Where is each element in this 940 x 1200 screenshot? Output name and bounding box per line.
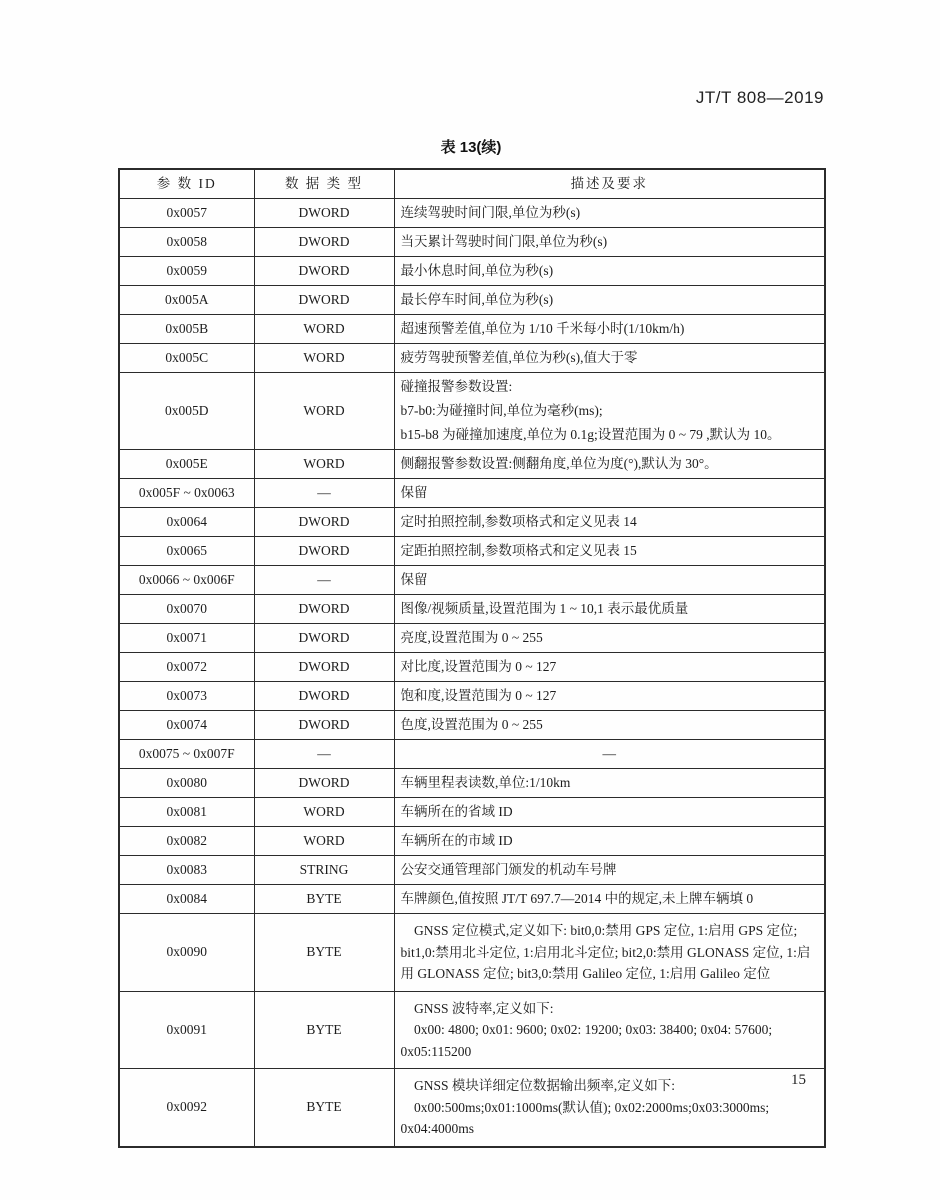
table-row (119, 885, 825, 914)
param-id-cell: 0x0064 (119, 508, 254, 537)
data-type-cell: — (254, 479, 394, 508)
description-line: 图像/视频质量,设置范围为 1 ~ 10,1 表示最优质量 (400, 601, 689, 616)
param-id-cell: 0x0073 (119, 682, 254, 711)
table-header-row (119, 169, 825, 199)
description-cell (394, 450, 825, 479)
table-row (119, 199, 825, 228)
description-line: 疲劳驾驶预警差值,单位为秒(s),值大于零 (400, 350, 638, 365)
description-cell (394, 885, 825, 914)
description-line: 车牌颜色,值按照 JT/T 697.7—2014 中的规定,未上牌车辆填 0 (400, 891, 754, 906)
description-line: 色度,设置范围为 0 ~ 255 (400, 717, 543, 732)
description-cell (394, 257, 825, 286)
description-cell (394, 740, 825, 769)
description-line: 公安交通管理部门颁发的机动车号牌 (400, 862, 617, 877)
description-cell (394, 991, 825, 1069)
data-type-cell: DWORD (254, 769, 394, 798)
description-line: 车辆所在的市域 ID (400, 833, 513, 848)
table-row (119, 769, 825, 798)
description-cell (394, 653, 825, 682)
description-line: GNSS 模块详细定位数据输出频率,定义如下: (414, 1078, 676, 1093)
data-type-cell: DWORD (254, 257, 394, 286)
param-id-cell: 0x0058 (119, 228, 254, 257)
data-type-cell: DWORD (254, 711, 394, 740)
param-id-cell: 0x0071 (119, 624, 254, 653)
table-row (119, 508, 825, 537)
description-cell (394, 566, 825, 595)
table-row (119, 682, 825, 711)
description-cell (394, 199, 825, 228)
document-code: JT/T 808—2019 (695, 88, 824, 107)
data-type-cell: WORD (254, 373, 394, 450)
param-id-cell: 0x0059 (119, 257, 254, 286)
column-header-param-id: 参 数 ID (119, 169, 254, 199)
description-line: GNSS 定位模式,定义如下: bit0,0:禁用 GPS 定位, 1:启用 GPS 定位; bit1,0:禁用北斗定位, 1:启用北斗定位; bit2,0:禁用 GLONASS 定位, 1:启用 GLONASS 定位; bit3,0:禁用 Galileo 定位, 1:启用 Galileo 定位 (400, 923, 811, 981)
description-line: b7-b0:为碰撞时间,单位为毫秒(ms); (400, 403, 603, 418)
description-cell (394, 682, 825, 711)
table-row (119, 624, 825, 653)
param-id-cell: 0x005D (119, 373, 254, 450)
table-row (119, 798, 825, 827)
description-cell (394, 508, 825, 537)
description-line: b15-b8 为碰撞加速度,单位为 0.1g;设置范围为 0 ~ 79 ,默认为 10。 (400, 427, 781, 442)
description-line: 对比度,设置范围为 0 ~ 127 (400, 659, 557, 674)
table-row (119, 856, 825, 885)
param-id-cell: 0x0072 (119, 653, 254, 682)
data-type-cell: DWORD (254, 286, 394, 315)
data-type-cell: BYTE (254, 914, 394, 992)
table-row (119, 373, 825, 450)
param-id-cell: 0x005A (119, 286, 254, 315)
table-row (119, 827, 825, 856)
description-line: 保留 (400, 485, 428, 500)
description-cell (394, 373, 825, 450)
description-line: 0x00: 4800; 0x01: 9600; 0x02: 19200; 0x03: 38400; 0x04: 57600; 0x05:115200 (400, 1022, 773, 1059)
param-id-cell: 0x0057 (119, 199, 254, 228)
data-type-cell: WORD (254, 344, 394, 373)
table-row (119, 344, 825, 373)
table-row (119, 286, 825, 315)
param-id-cell: 0x005B (119, 315, 254, 344)
description-cell (394, 856, 825, 885)
column-header-description: 描述及要求 (394, 169, 825, 199)
description-cell (394, 537, 825, 566)
param-id-cell: 0x005C (119, 344, 254, 373)
table-row (119, 991, 825, 1069)
param-id-cell: 0x0075 ~ 0x007F (119, 740, 254, 769)
description-line: 饱和度,设置范围为 0 ~ 127 (400, 688, 557, 703)
description-cell (394, 798, 825, 827)
param-id-cell: 0x0091 (119, 991, 254, 1069)
data-type-cell: DWORD (254, 508, 394, 537)
data-type-cell: DWORD (254, 624, 394, 653)
table-row (119, 315, 825, 344)
param-id-cell: 0x0080 (119, 769, 254, 798)
description-cell (394, 624, 825, 653)
description-line: 车辆里程表读数,单位:1/10km (400, 775, 571, 790)
data-type-cell: — (254, 566, 394, 595)
table-row (119, 711, 825, 740)
param-id-cell: 0x0084 (119, 885, 254, 914)
description-line: 保留 (400, 572, 428, 587)
description-line: 连续驾驶时间门限,单位为秒(s) (400, 205, 581, 220)
param-id-cell: 0x005F ~ 0x0063 (119, 479, 254, 508)
description-line: 侧翻报警参数设置:侧翻角度,单位为度(°),默认为 30°。 (400, 456, 718, 471)
description-cell (394, 479, 825, 508)
data-type-cell: BYTE (254, 991, 394, 1069)
description-line: 定时拍照控制,参数项格式和定义见表 14 (400, 514, 637, 529)
param-id-cell: 0x0083 (119, 856, 254, 885)
description-line: 最长停车时间,单位为秒(s) (400, 292, 554, 307)
description-cell (394, 286, 825, 315)
data-type-cell: — (254, 740, 394, 769)
table-body (119, 199, 825, 1147)
description-line: 碰撞报警参数设置: (400, 379, 513, 394)
param-id-cell: 0x0066 ~ 0x006F (119, 566, 254, 595)
description-line: 超速预警差值,单位为 1/10 千米每小时(1/10km/h) (400, 321, 685, 336)
description-cell (394, 769, 825, 798)
table-title: 表 13(续) (440, 139, 502, 156)
parameter-table (118, 168, 826, 1148)
param-id-cell: 0x0074 (119, 711, 254, 740)
description-line: GNSS 波特率,定义如下: (414, 1000, 554, 1016)
data-type-cell: STRING (254, 856, 394, 885)
data-type-cell: WORD (254, 827, 394, 856)
description-cell (394, 344, 825, 373)
param-id-cell: 0x0082 (119, 827, 254, 856)
description-cell (394, 827, 825, 856)
data-type-cell: BYTE (254, 1069, 394, 1147)
description-line: 亮度,设置范围为 0 ~ 255 (400, 630, 543, 645)
page-number: 15 (791, 1072, 806, 1088)
param-id-cell: 0x005E (119, 450, 254, 479)
table-row (119, 228, 825, 257)
data-type-cell: WORD (254, 315, 394, 344)
data-type-cell: DWORD (254, 199, 394, 228)
description-line: — (602, 746, 616, 761)
data-type-cell: WORD (254, 450, 394, 479)
description-cell (394, 228, 825, 257)
data-type-cell: BYTE (254, 885, 394, 914)
param-id-cell: 0x0070 (119, 595, 254, 624)
table-row (119, 566, 825, 595)
param-id-cell: 0x0092 (119, 1069, 254, 1147)
column-header-data-type: 数 据 类 型 (254, 169, 394, 199)
description-cell (394, 711, 825, 740)
description-line: 当天累计驾驶时间门限,单位为秒(s) (400, 234, 608, 249)
table-row (119, 257, 825, 286)
description-line: 定距拍照控制,参数项格式和定义见表 15 (400, 543, 637, 558)
description-line: 车辆所在的省域 ID (400, 804, 513, 819)
table-row (119, 914, 825, 992)
table-row (119, 740, 825, 769)
data-type-cell: DWORD (254, 228, 394, 257)
param-id-cell: 0x0081 (119, 798, 254, 827)
param-id-cell: 0x0090 (119, 914, 254, 992)
data-type-cell: DWORD (254, 653, 394, 682)
table-row (119, 653, 825, 682)
table-row (119, 479, 825, 508)
description-cell (394, 315, 825, 344)
data-type-cell: DWORD (254, 595, 394, 624)
data-type-cell: WORD (254, 798, 394, 827)
description-line: 最小休息时间,单位为秒(s) (400, 263, 554, 278)
table-row (119, 595, 825, 624)
param-id-cell: 0x0065 (119, 537, 254, 566)
table-row (119, 450, 825, 479)
data-type-cell: DWORD (254, 537, 394, 566)
description-line: 0x00:500ms;0x01:1000ms(默认值); 0x02:2000ms;0x03:3000ms; 0x04:4000ms (400, 1099, 770, 1136)
table-row (119, 537, 825, 566)
data-type-cell: DWORD (254, 682, 394, 711)
description-cell (394, 595, 825, 624)
description-cell (394, 914, 825, 992)
